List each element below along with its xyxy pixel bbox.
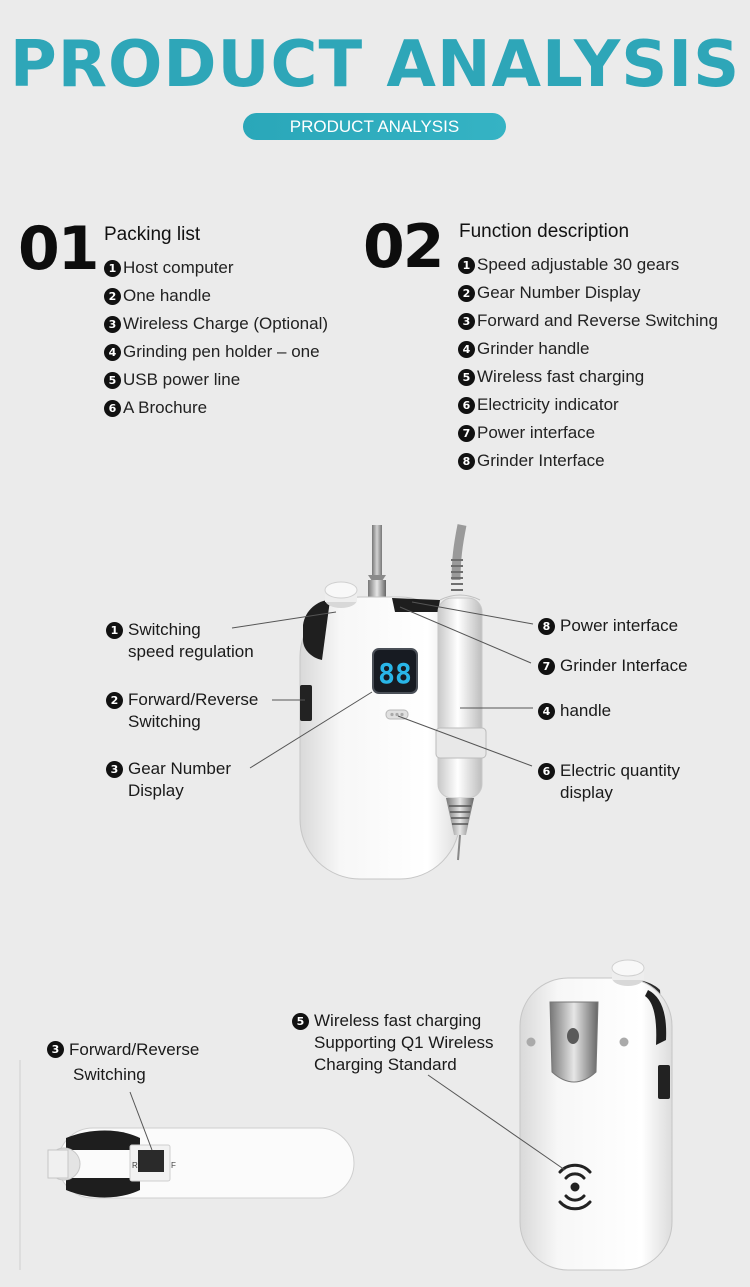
list-item: 4 Grinding pen holder – one xyxy=(104,338,328,366)
gear-number-display: 88 xyxy=(378,657,412,690)
list-item: 4 Grinder handle xyxy=(458,335,718,363)
number-badge: 4 xyxy=(538,703,555,720)
list-item: 3 Forward and Reverse Switching xyxy=(458,307,718,335)
list-item: 1 Speed adjustable 30 gears xyxy=(458,251,718,279)
callout-switching-speed: 1 Switching speed regulation xyxy=(106,619,254,663)
callout-electric-quantity: 6 Electric quantity display xyxy=(538,760,680,804)
list-item: 3 Wireless Charge (Optional) xyxy=(104,310,328,338)
number-badge: 6 xyxy=(538,763,555,780)
number-badge: 3 xyxy=(106,761,123,778)
list-item: 8 Grinder Interface xyxy=(458,447,718,475)
number-badge: 7 xyxy=(458,425,475,442)
callout-forward-reverse: 2 Forward/Reverse Switching xyxy=(106,689,258,733)
section-number-02: 02 xyxy=(363,212,443,282)
number-badge: 7 xyxy=(538,658,555,675)
number-badge: 4 xyxy=(458,341,475,358)
handle-cable xyxy=(451,525,463,590)
list-item: 7 Power interface xyxy=(458,419,718,447)
number-badge: 2 xyxy=(104,288,121,305)
number-badge: 5 xyxy=(292,1013,309,1030)
list-item: 5 USB power line xyxy=(104,366,328,394)
packing-list-heading: Packing list xyxy=(104,224,201,245)
number-badge: 5 xyxy=(104,372,121,389)
callout-wireless-charging: 5 Wireless fast charging Supporting Q1 Wireless Charging Standard xyxy=(292,1010,494,1076)
number-badge: 2 xyxy=(458,285,475,302)
subtitle-pill: PRODUCT ANALYSIS xyxy=(243,113,506,140)
number-badge: 3 xyxy=(458,313,475,330)
page-title: PRODUCT ANALYSIS xyxy=(9,28,741,102)
number-badge: 4 xyxy=(104,344,121,361)
callout-power-interface: 8 Power interface xyxy=(538,615,678,637)
number-badge: 5 xyxy=(458,369,475,386)
switch-r-label: R xyxy=(132,1161,138,1170)
number-badge: 3 xyxy=(47,1041,64,1058)
number-badge: 8 xyxy=(538,618,555,635)
number-badge: 2 xyxy=(106,692,123,709)
callout-gear-number-display: 3 Gear Number Display xyxy=(106,758,231,802)
number-badge: 6 xyxy=(458,397,475,414)
list-item: 6 A Brochure xyxy=(104,394,328,422)
back-view-device xyxy=(428,960,672,1270)
number-badge: 1 xyxy=(106,622,123,639)
list-item: 6 Electricity indicator xyxy=(458,391,718,419)
number-badge: 6 xyxy=(104,400,121,417)
list-item: 2 One handle xyxy=(104,282,328,310)
side-view-device xyxy=(20,1060,354,1270)
number-badge: 1 xyxy=(104,260,121,277)
number-badge: 8 xyxy=(458,453,475,470)
function-description-heading: Function description xyxy=(459,221,630,242)
callout-handle: 4 handle xyxy=(538,700,611,722)
section-number-01: 01 xyxy=(18,214,98,284)
list-item: 2 Gear Number Display xyxy=(458,279,718,307)
callout-grinder-interface: 7 Grinder Interface xyxy=(538,655,688,677)
list-item: 1 Host computer xyxy=(104,254,328,282)
list-item: 5 Wireless fast charging xyxy=(458,363,718,391)
callout-bottom-forward-reverse: 3 Forward/Reverse Switching xyxy=(47,1037,199,1087)
number-badge: 3 xyxy=(104,316,121,333)
switch-f-label: F xyxy=(171,1161,176,1170)
number-badge: 1 xyxy=(458,257,475,274)
